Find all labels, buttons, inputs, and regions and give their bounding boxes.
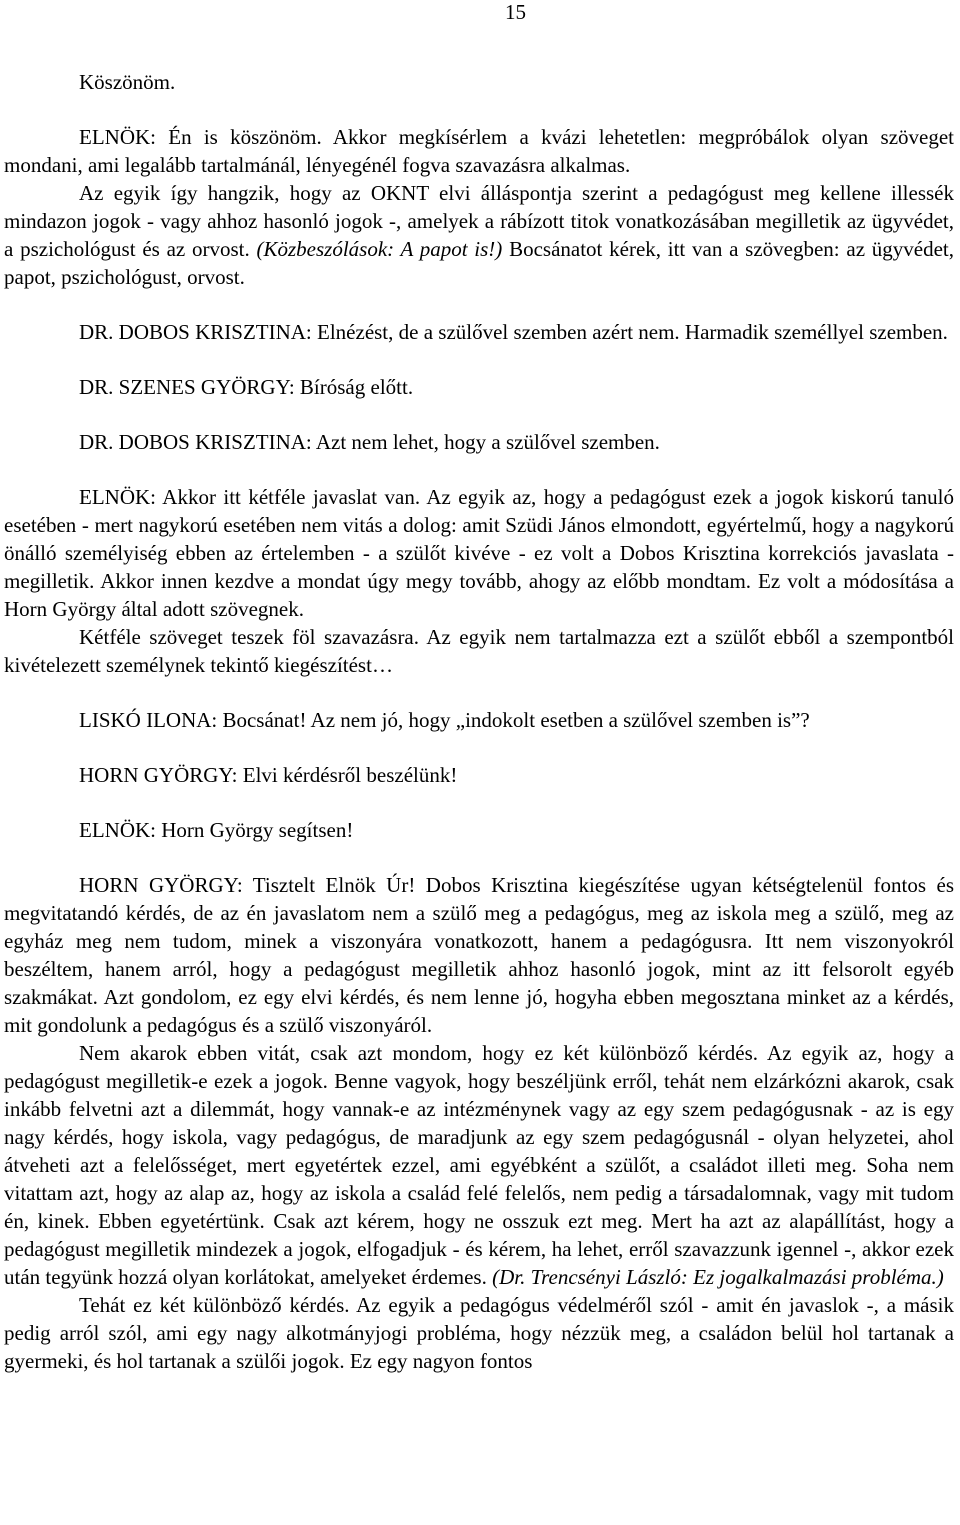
paragraph-horn-3 (4, 1039, 954, 1291)
paragraph-szenes: DR. SZENES GYÖRGY: Bíróság előtt. (79, 375, 414, 399)
paragraph-horn-1: HORN GYÖRGY: Elvi kérdésről beszélünk! (79, 763, 458, 787)
paragraph-ketfele: Kétféle szöveget teszek föl szavazásra. Az egyik nem tartalmazza ezt a szülőt ebből a szempontból kivételezett személynek tekintő kiegészítést… (4, 625, 954, 677)
paragraph-elnok-3: ELNÖK: Horn György segítsen! (79, 818, 354, 842)
paragraph-dobos-2: DR. DOBOS KRISZTINA: Azt nem lehet, hogy a szülővel szemben. (79, 430, 660, 454)
paragraph-horn-4: Tehát ez két különböző kérdés. Az egyik a pedagógus védelméről szól - amit én javaslok -, a másik pedig arról szól, ami egy nagy alkotmányjogi probléma, hogy nézzük meg, a családon belül hol tartanak a gyermeki, és hol tartanak a szülői jogok. Ez egy nagyon fontos (4, 1293, 954, 1373)
interjection: (Közbeszólások: A papot is!) (256, 237, 503, 261)
paragraph-horn-2: HORN GYÖRGY: Tisztelt Elnök Úr! Dobos Krisztina kiegészítése ugyan kétségtelenül fontos és megvitatandó kérdés, de az én javaslatom nem a szülő meg a pedagógus, meg az iskola meg a szülő, meg az egyház meg nem tudom, minek a viszonyára vonatkozott, hanem a pedagógusra. Itt nem viszonyokról beszéltem, hanem arról, hogy a pedagógust megilletik ahhoz hasonló jogok, mint az itt felsorolt egyéb szakmákat. Azt gondolom, ez egy elvi kérdés, és nem lenne jó, hogyha ebben megosztana minket az a kérdés, mit gondolunk a pedagógus és a szülő viszonyáról. (4, 873, 954, 1037)
paragraph-elnok-2: ELNÖK: Akkor itt kétféle javaslat van. Az egyik az, hogy a pedagógust ezek a jogok kiskorú tanuló esetében - mert nagykorú esetében nem vitás a dolog: amit Szüdi János elmondott, egyértelmű, hogy a nagykorú önálló személyiség ebben az értelemben - a szülőt kivéve - ez volt a Dobos Krisztina korrekciós javaslata - megilletik. Akkor innen kezdve a mondat úgy megy tovább, ahogy az előbb mondtam. Ez volt a módosítása a Horn György által adott szövegnek. (4, 485, 954, 621)
paragraph-elnok-1: ELNÖK: Én is köszönöm. Akkor megkísérlem a kvázi lehetetlen: megpróbálok olyan szöveget mondani, ami legalább tartalmánál, lényegénél fogva szavazásra alkalmas. (4, 125, 954, 177)
paragraph-proposal-text: Az egyik így hangzik, hogy az OKNT elvi álláspontja szerint a pedagógust meg kellene illessék mindazon jogok - vagy ahhoz hasonló jogok -, amelyek a rábízott titok vonatkozásában megilletik az ügyvédet, a pszichológust és az orvost. (4, 181, 954, 261)
paragraph-koszonom: Köszönöm. (79, 70, 176, 94)
paragraph-lisko: LISKÓ ILONA: Bocsánat! Az nem jó, hogy „indokolt esetben a szülővel szemben is”? (79, 708, 810, 732)
paragraph-dobos-1: DR. DOBOS KRISZTINA: Elnézést, de a szülővel szemben azért nem. Harmadik személlyel szemben. (79, 320, 948, 344)
page-number: 15 (505, 0, 526, 24)
paragraph-horn-3-text: Nem akarok ebben vitát, csak azt mondom, hogy ez két különböző kérdés. Az egyik az, hogy a pedagógust megilletik-e ezek a jogok. Benne vagyok, hogy beszéljünk erről, tehát nem elzárkózni akarok, csak inkább felvetni azt a dilemmát, hogy vannak-e az intézménynek vagy az egy szem pedagógusnak - az is egy nagy kérdés, hogy iskola, vagy pedagógus, de maradjunk az egy szem pedagógusnál - olyan helyzetei, ahol átveheti azt a felelősséget, mert egyetértek ezzel, ami egyébként a szülőt, a családot illeti meg. Soha nem vitattam azt, hogy az alap az, hogy az iskola a család felé felelős, nem pedig a társadalomnak, vagy mit tudom én, kinek. Ebben egyetértünk. Csak azt kérem, hogy ne osszuk ezt meg. Mert ha azt az alapállítást, hogy a pedagógust megilletik mindezek a jogok, elfogadjuk - és kérem, ha lehet, erről szavazzunk igennel -, akkor ezek után tegyünk hozzá olyan korlátokat, amelyeket érdemes. (4, 1041, 954, 1289)
transcript-body (4, 68, 954, 1375)
paragraph-proposal (4, 179, 954, 291)
interjection-trencsenyi: (Dr. Trencsényi László: Ez jogalkalmazási probléma.) (486, 1265, 944, 1289)
paragraph-proposal-tail: Bocsánatot kérek, itt van a szövegben: az ügyvédet, papot, pszichológust, orvost. (4, 237, 955, 289)
